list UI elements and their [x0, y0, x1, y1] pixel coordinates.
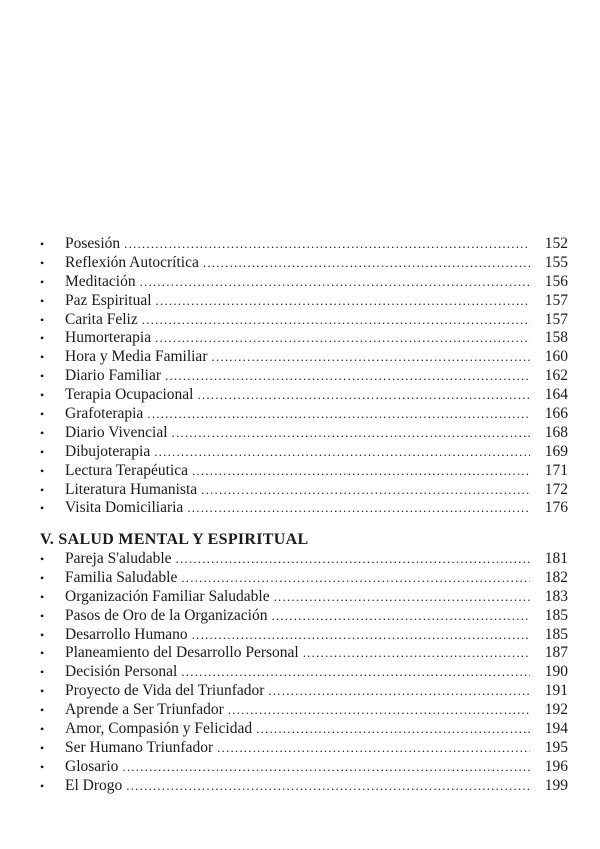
toc-entry[interactable] — [38, 405, 568, 424]
bullet: • — [40, 552, 45, 566]
bullet: • — [40, 608, 45, 623]
toc-entry[interactable] — [38, 777, 568, 796]
toc-entry-page: 155 — [544, 253, 568, 271]
dot-leader — [142, 311, 530, 330]
toc-entry[interactable] — [38, 550, 568, 569]
dot-leader — [140, 273, 530, 292]
bullet: • — [40, 274, 45, 289]
toc-entry-title: Visita Domiciliaria — [65, 499, 184, 517]
toc-entry[interactable] — [38, 462, 568, 481]
dot-leader — [192, 462, 530, 481]
toc-entry[interactable] — [38, 758, 568, 777]
toc-entry-page: 190 — [544, 663, 568, 681]
toc-entry[interactable] — [38, 701, 568, 720]
dot-leader — [303, 644, 530, 663]
bullet: • — [40, 463, 45, 478]
bullet: • — [40, 646, 45, 661]
toc-entry-title: Organización Familiar Saludable — [65, 587, 270, 605]
toc-entry[interactable] — [38, 499, 568, 518]
toc-entry-page: 156 — [544, 272, 568, 290]
dot-leader — [181, 663, 530, 682]
toc-entry-title: Pasos de Oro de la Organización — [65, 606, 268, 624]
toc-entry[interactable] — [38, 292, 568, 311]
bullet: • — [40, 778, 45, 793]
toc-entry[interactable] — [38, 588, 568, 607]
toc-entry-title: Hora y Media Familiar — [65, 348, 208, 366]
toc-entry-title: Ser Humano Triunfador — [65, 738, 214, 756]
dot-leader — [274, 588, 530, 607]
bullet: • — [40, 388, 45, 403]
dot-leader — [124, 235, 530, 254]
toc-entry[interactable] — [38, 663, 568, 682]
bullet: • — [40, 237, 45, 251]
bullet: • — [40, 703, 45, 718]
bullet: • — [40, 331, 45, 346]
toc-entry-title: Reflexión Autocrítica — [65, 253, 199, 271]
toc-entry-page: 172 — [544, 480, 568, 498]
toc-entry-page: 171 — [544, 461, 568, 479]
toc-entry-title: Glosario — [65, 757, 119, 775]
toc-entry-page: 162 — [544, 367, 568, 385]
bullet: • — [40, 684, 45, 699]
bullet: • — [40, 312, 45, 327]
bullet: • — [40, 740, 45, 755]
toc-entry[interactable] — [38, 481, 568, 500]
dot-leader — [181, 569, 530, 588]
bullet: • — [40, 589, 45, 604]
toc-list-section-v — [38, 550, 568, 796]
bullet: • — [40, 722, 45, 737]
toc-entry-page: 187 — [544, 644, 568, 662]
toc-entry[interactable] — [38, 644, 568, 663]
toc-entry-page: 166 — [544, 405, 568, 423]
toc-entry-title: Aprende a Ser Triunfador — [65, 701, 224, 719]
dot-leader — [172, 424, 530, 443]
bullet: • — [40, 665, 45, 680]
toc-entry-title: Literatura Humanista — [65, 480, 198, 498]
bullet: • — [40, 350, 45, 365]
dot-leader — [201, 481, 530, 500]
toc-entry-title: Decisión Personal — [65, 663, 178, 681]
toc-entry[interactable] — [38, 273, 568, 292]
toc-entry-title: Dibujoterapia — [65, 442, 151, 460]
toc-entry[interactable] — [38, 424, 568, 443]
bullet: • — [40, 255, 45, 270]
bullet: • — [40, 501, 45, 516]
toc-entry-page: 183 — [544, 587, 568, 605]
toc-entry-title: Diario Familiar — [65, 367, 161, 385]
toc-entry[interactable] — [38, 739, 568, 758]
dot-leader — [211, 348, 530, 367]
toc-entry-page: 195 — [544, 738, 568, 756]
dot-leader — [147, 405, 530, 424]
toc-entry-page: 158 — [544, 329, 568, 347]
toc-entry[interactable] — [38, 235, 568, 254]
bullet: • — [40, 444, 45, 459]
dot-leader — [187, 499, 530, 518]
toc-entry[interactable] — [38, 254, 568, 273]
toc-entry-title: Desarrollo Humano — [65, 625, 188, 643]
toc-entry-page: 152 — [544, 235, 568, 252]
toc-entry[interactable] — [38, 348, 568, 367]
toc-entry-page: 164 — [544, 386, 568, 404]
bullet: • — [40, 627, 45, 642]
bullet: • — [40, 482, 45, 497]
bullet: • — [40, 369, 45, 384]
toc-entry[interactable] — [38, 443, 568, 462]
toc-entry-page: 181 — [544, 550, 568, 567]
toc-entry-page: 191 — [544, 682, 568, 700]
toc-entry[interactable] — [38, 367, 568, 386]
bullet: • — [40, 293, 45, 308]
toc-entry-title: El Drogo — [65, 776, 123, 794]
dot-leader — [203, 254, 530, 273]
dot-leader — [268, 682, 530, 701]
toc-entry-title: Pareja S'aludable — [65, 550, 172, 567]
toc-entry-page: 157 — [544, 310, 568, 328]
dot-leader — [197, 386, 530, 405]
toc-entry-page: 176 — [544, 499, 568, 517]
dot-leader — [165, 367, 530, 386]
toc-entry-title: Humorterapia — [65, 329, 152, 347]
toc-entry-title: Diario Vivencial — [65, 423, 168, 441]
dot-leader — [192, 626, 530, 645]
toc-entry-page: 182 — [544, 568, 568, 586]
toc-entry[interactable] — [38, 682, 568, 701]
toc-entry-page: 169 — [544, 442, 568, 460]
toc-entry-page: 194 — [544, 720, 568, 738]
toc-entry[interactable] — [38, 720, 568, 739]
dot-leader — [126, 777, 530, 796]
dot-leader — [176, 550, 530, 569]
toc-entry-title: Planeamiento del Desarrollo Personal — [65, 644, 299, 662]
toc-entry-title: Familia Saludable — [65, 568, 178, 586]
toc-entry-page: 160 — [544, 348, 568, 366]
toc-entry-page: 199 — [544, 776, 568, 794]
toc-entry[interactable] — [38, 386, 568, 405]
toc-entry-title: Proyecto de Vida del Triunfador — [65, 682, 265, 700]
toc-entry[interactable] — [38, 626, 568, 645]
toc-entry-page: 192 — [544, 701, 568, 719]
dot-leader — [154, 443, 530, 462]
toc-entry-title: Grafoterapia — [65, 405, 144, 423]
toc-list-section-iv — [38, 235, 568, 518]
dot-leader — [122, 758, 530, 777]
toc-entry-title: Paz Espiritual — [65, 291, 152, 309]
toc-entry[interactable] — [38, 311, 568, 330]
toc-entry-page: 196 — [544, 757, 568, 775]
toc-entry-title: Posesión — [65, 235, 121, 252]
dot-leader — [228, 701, 530, 720]
dot-leader — [155, 329, 530, 348]
toc-entry-title: Amor, Compasión y Felicidad — [65, 720, 253, 738]
dot-leader — [156, 292, 530, 311]
section-heading: V. SALUD MENTAL Y ESPIRITUAL — [40, 531, 309, 548]
dot-leader — [256, 720, 530, 739]
dot-leader — [217, 739, 530, 758]
bullet: • — [40, 407, 45, 422]
toc-entry-title: Meditación — [65, 272, 136, 290]
toc-entry-page: 185 — [544, 625, 568, 643]
toc-entry-title: Carita Feliz — [65, 310, 138, 328]
bullet: • — [40, 759, 45, 774]
toc-entry[interactable] — [38, 607, 568, 626]
dot-leader — [271, 607, 530, 626]
toc-entry-page: 157 — [544, 291, 568, 309]
toc-entry[interactable] — [38, 329, 568, 348]
toc-entry-title: Lectura Terapéutica — [65, 461, 188, 479]
toc-entry-title: Terapia Ocupacional — [65, 386, 194, 404]
toc-entry[interactable] — [38, 569, 568, 588]
toc-entry-page: 185 — [544, 606, 568, 624]
bullet: • — [40, 425, 45, 440]
bullet: • — [40, 570, 45, 585]
toc-entry-page: 168 — [544, 423, 568, 441]
